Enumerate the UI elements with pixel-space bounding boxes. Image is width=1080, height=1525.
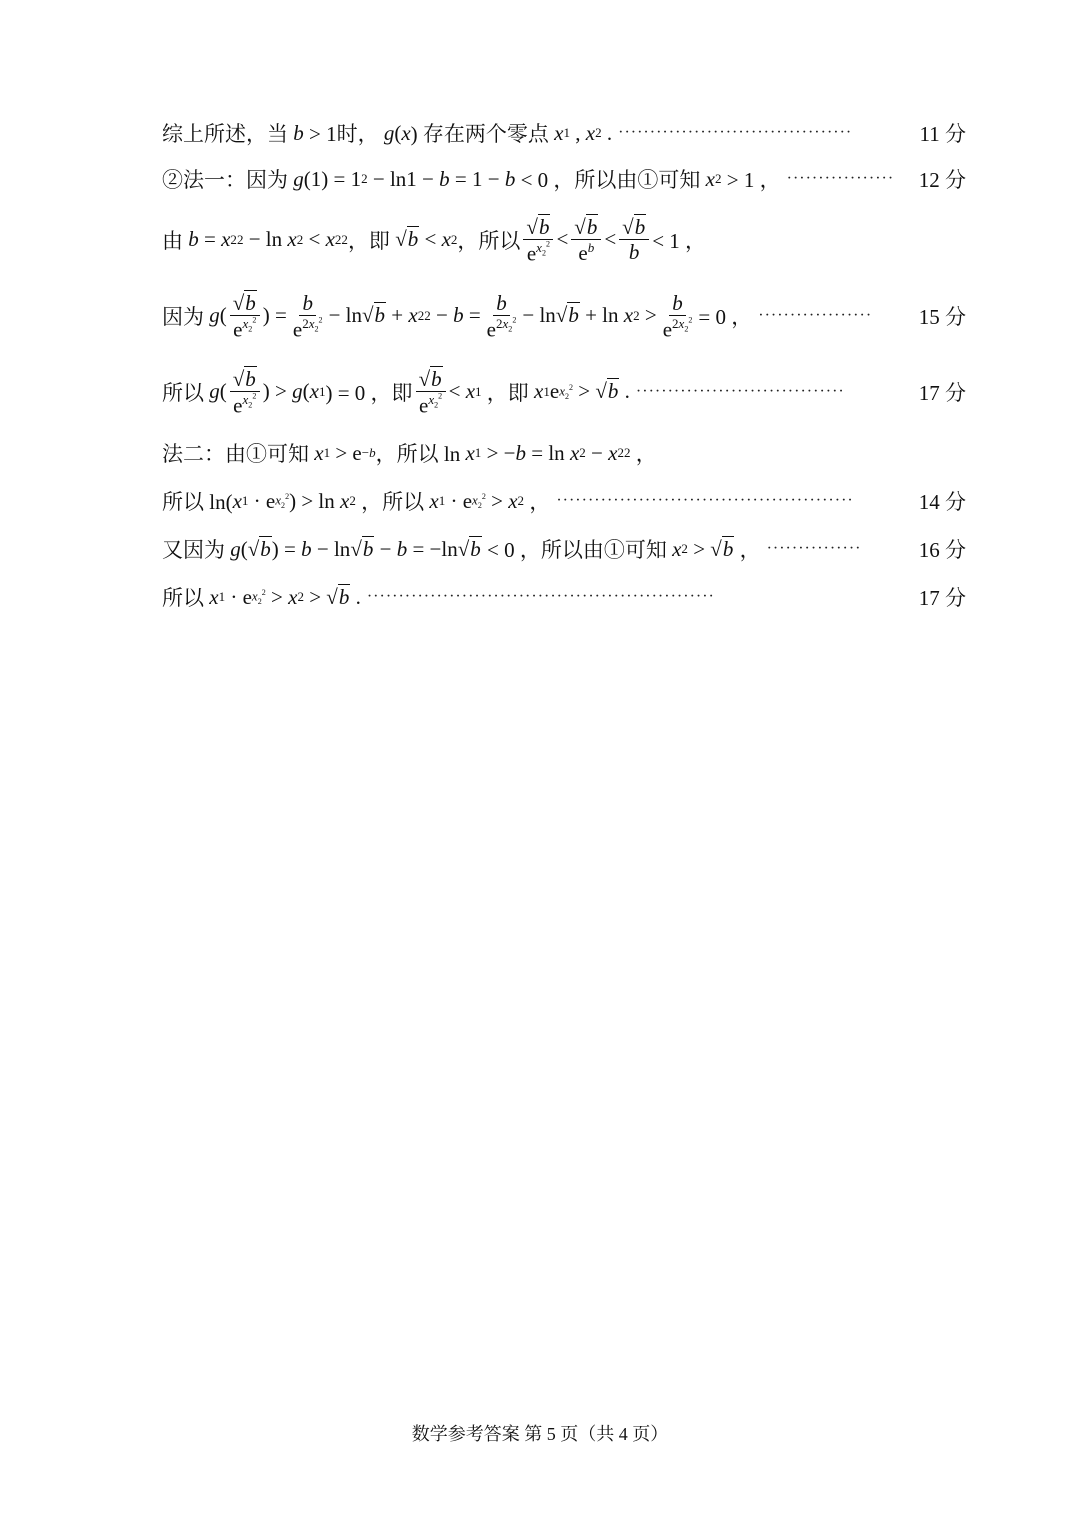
leader-dots: ················· [786,170,895,187]
answer-line-5 [162,360,966,424]
line-4-math: 因为 g ( $\frac{√b}{e^{x_2^2}}$ ) = $\frac{b}{e^{2x_2^2}}$ − ln √b + x 2 2 − b = $\frac{b}{e^{2x_2^2}}$ − ln √b + ln x 2 > $\frac{b}{e^{2x_2^2}}$ = 0 ， [162,290,753,342]
score-label: 17 分 [918,586,966,610]
leader-dots: ······················································· [366,588,715,605]
leader-dots: ··············· [766,540,862,557]
score-label: 16 分 [918,538,966,562]
line-8-math: 又因为 g ( √b ) = b − ln √b − b = −ln √b < 0 ，所以由①可知 x 2 > √b ， [162,536,761,562]
line-5-math: 所以 g ( $\frac{√b}{e^{x_2^2}}$ ) > g ( x 1 ) = 0 ，即 $\frac{√b}{e^{x_2^2}}$ < x 1 ，即 x 1 e $x_2^2$ > √b . [162,366,630,418]
line-9-math: 所以 x 1 · e $x_2^2$ > x 2 > √b . [162,584,361,610]
line-3-math: 由 b = x 2 2 − ln x 2 < x 2 2 ，即 √b < x 2 ，所以 $\frac{√b}{e^{x_2^2}}$ < $\frac{√b}{e^b}$ < $\frac{√b}{b}$ < 1 ， [162,214,707,266]
score-label: 15 分 [918,305,966,329]
line-1-math: 综上所述，当 b > 1时， g ( x ) 存在两个零点 x 1 , x 2 . [162,120,613,146]
leader-dots: ··············································· [556,492,854,509]
line-6-math: 法二：由①可知 x 1 > e −b ，所以 ln x 1 > − b = ln x 2 − x 2 2 ， [162,440,657,466]
answer-line-4 [162,284,966,348]
score-label: 17 分 [918,381,966,405]
answer-line-7 [162,486,966,516]
leader-dots: ·················· [758,307,873,324]
answer-line-9 [162,582,966,612]
answer-line-8 [162,534,966,564]
answer-line-2 [162,164,966,194]
line-7-math: 所以 ln( x 1 · e $x_2^2$ ) > ln x 2 ，所以 x 1 · e $x_2^2$ > x 2 ， [162,488,551,514]
leader-dots: ····································· [618,124,853,141]
page-footer: 数学参考答案 第 5 页（共 4 页） [411,1424,669,1444]
score-label: 12 分 [918,168,966,192]
line-2-math: ②法一：因为 g (1) = 1 2 − ln1 − b = 1 − b < 0 ，所以由①可知 x 2 > 1 ， [162,166,781,192]
score-label: 14 分 [918,490,966,514]
answer-line-1 [162,118,966,148]
score-label: 11 分 [919,122,966,146]
leader-dots: ································· [635,383,845,400]
answer-line-3 [162,208,966,272]
answer-line-6 [162,438,966,468]
